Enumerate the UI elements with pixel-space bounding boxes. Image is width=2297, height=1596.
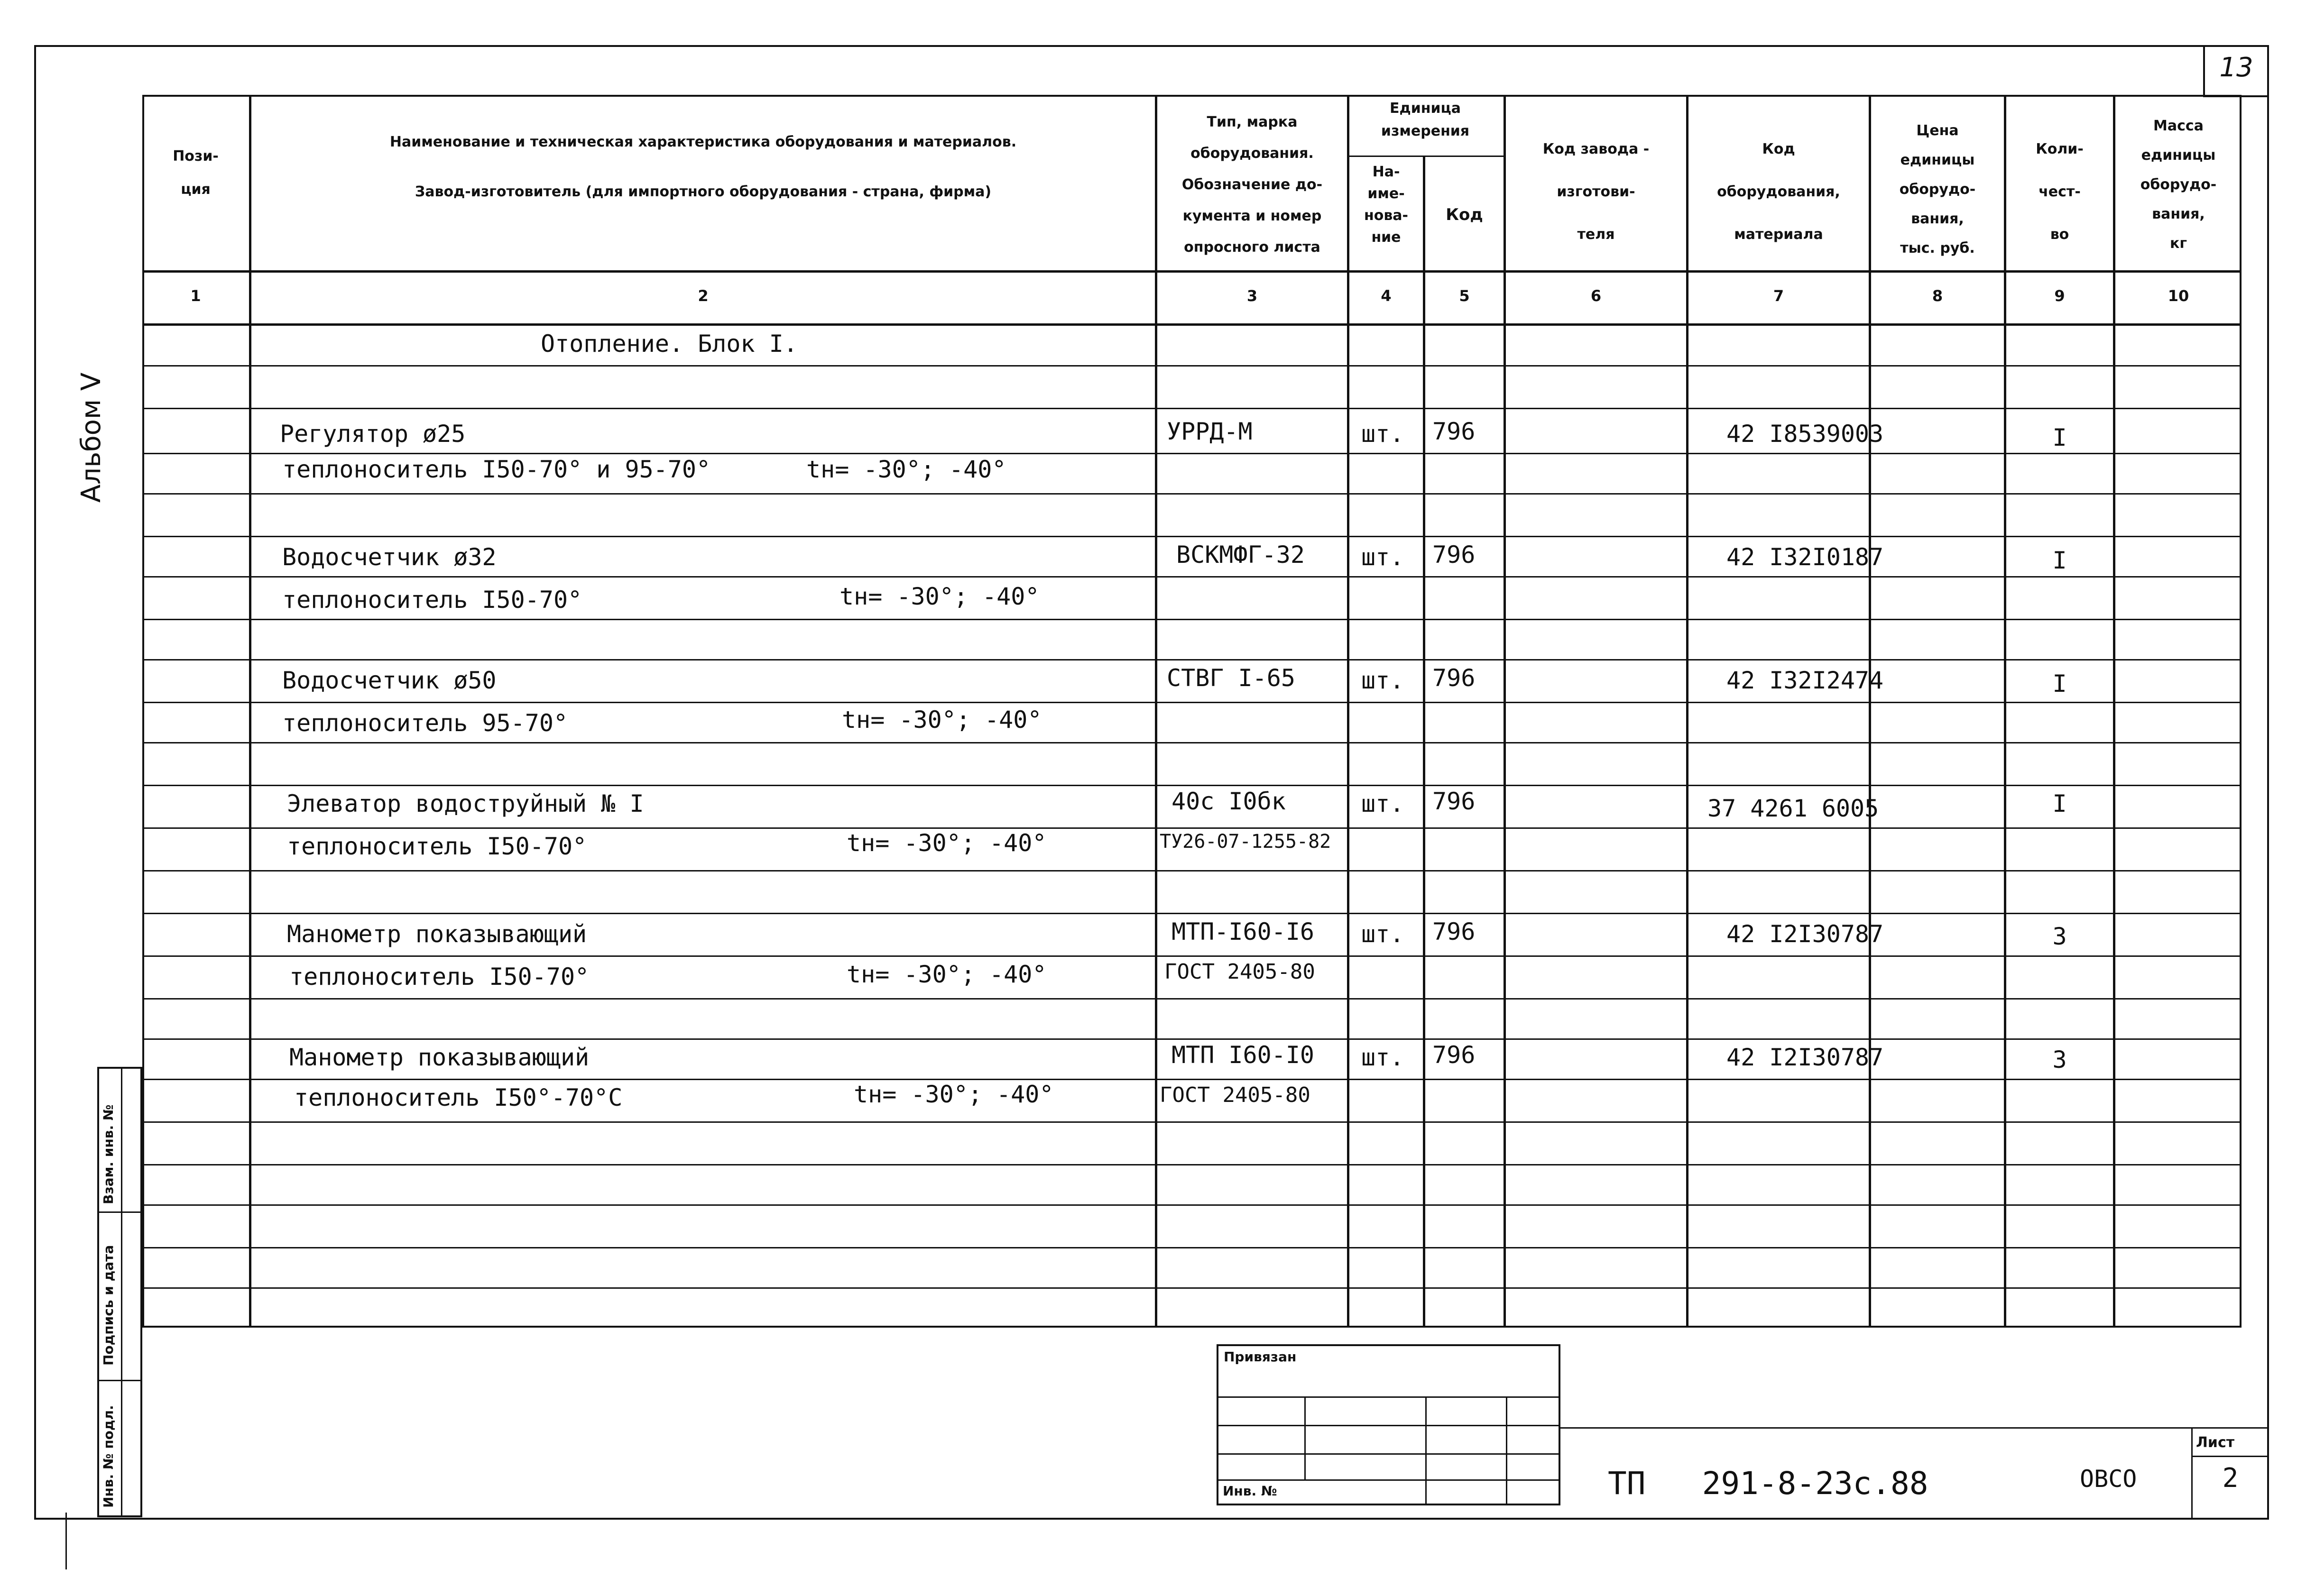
item-name: Водосчетчик ø32	[282, 543, 497, 571]
row-line	[142, 742, 2242, 743]
row-line	[142, 913, 2242, 914]
item-equipment-code: 42 I2I30787	[1726, 920, 1884, 948]
item-temp: tн= -30°; -40°	[847, 829, 1047, 857]
row-line	[142, 1247, 2242, 1248]
attached-line	[1217, 1425, 1560, 1426]
row-line	[142, 1204, 2242, 1206]
side-stamp-sign-date: Подпись и дата	[101, 1245, 116, 1366]
item-type: МТП I60-I0	[1172, 1041, 1315, 1069]
item-name: Элеватор водоструйный № I	[287, 790, 644, 817]
col-line-8	[2004, 95, 2006, 1328]
row-line	[142, 998, 2242, 1000]
column-number: 8	[1932, 287, 1943, 305]
attached-line	[1217, 1396, 1560, 1398]
item-name: Водосчетчик ø50	[282, 667, 497, 694]
doc-code: ТП 291-8-23с.88	[1608, 1465, 1928, 1502]
header-name-line2: Завод-изготовитель (для импортного оборудования - страна, фирма)	[415, 183, 992, 200]
side-stamp-divider	[121, 1067, 122, 1517]
header-unit-name: На- име- нова- ние	[1364, 164, 1409, 246]
row-line	[142, 1164, 2242, 1165]
attached-divider	[1425, 1396, 1427, 1505]
item-unit: шт.	[1361, 543, 1404, 571]
column-number: 3	[1246, 287, 1258, 305]
column-number: 4	[1381, 287, 1392, 305]
header-equipment-code: Код оборудования, материала	[1717, 141, 1840, 243]
item-unit-code: 796	[1432, 1041, 1476, 1069]
item-name: Регулятор ø25	[280, 420, 466, 448]
item-temp: tн= -30°; -40°	[806, 456, 1006, 483]
col-line-3	[1347, 95, 1349, 1328]
row-line	[142, 1287, 2242, 1289]
col-line-9	[2113, 95, 2115, 1328]
item-quantity: 3	[2052, 923, 2067, 950]
column-number: 9	[2054, 287, 2065, 305]
row-line	[142, 1121, 2242, 1123]
row-line	[142, 493, 2242, 495]
row-line	[142, 955, 2242, 957]
header-unit-group: Единица измерения	[1381, 100, 1470, 139]
row-line	[142, 1038, 2242, 1040]
item-type: 40с I0бк	[1172, 788, 1286, 815]
col-line-5	[1504, 95, 1506, 1328]
sheet-number: 2	[2222, 1463, 2239, 1494]
item-type: МТП-I60-I6	[1172, 918, 1315, 945]
sheet-box-line	[2191, 1456, 2269, 1457]
column-number: 7	[1773, 287, 1784, 305]
item-spec: теплоноситель I50-70°	[282, 586, 582, 614]
item-type: СТВГ I-65	[1167, 664, 1295, 692]
item-unit: шт.	[1361, 420, 1404, 448]
item-type: ВСКМФГ-32	[1176, 541, 1305, 569]
item-quantity: I	[2052, 790, 2067, 817]
col-line-7	[1869, 95, 1871, 1328]
section-title: Отопление. Блок I.	[541, 330, 798, 358]
row-line	[142, 785, 2242, 786]
side-stamp-line	[97, 1380, 142, 1381]
page-number: 13	[2219, 52, 2253, 83]
column-number: 1	[190, 287, 201, 305]
header-type: Тип, марка оборудования. Обозначение до- кумента и номер опросного листа	[1181, 114, 1323, 256]
attached-line	[1217, 1479, 1560, 1481]
attached-label: Привязан	[1224, 1349, 1297, 1365]
item-doc: ГОСТ 2405-80	[1160, 1083, 1310, 1107]
item-unit: шт.	[1361, 920, 1404, 948]
item-unit-code: 796	[1432, 918, 1476, 945]
row-line	[142, 453, 2242, 454]
item-doc: ГОСТ 2405-80	[1164, 960, 1315, 984]
item-quantity: I	[2052, 670, 2067, 697]
sheet-box-divider	[2191, 1427, 2193, 1520]
row-line	[142, 1079, 2242, 1080]
item-unit-code: 796	[1432, 664, 1476, 692]
item-unit: шт.	[1361, 1044, 1404, 1071]
row-line	[142, 365, 2242, 367]
row-line	[142, 870, 2242, 871]
header-bottom-line	[142, 270, 2242, 273]
item-quantity: I	[2052, 424, 2067, 451]
item-spec: теплоноситель 95-70°	[282, 709, 568, 737]
item-spec: теплоноситель I50-70°	[287, 833, 587, 860]
item-name: Манометр показывающий	[289, 1044, 590, 1071]
item-unit-code: 796	[1432, 541, 1476, 569]
item-equipment-code: 42 I2I30787	[1726, 1044, 1884, 1071]
col-line-1	[249, 95, 251, 1328]
item-spec: теплоноситель I50-70°	[289, 963, 590, 991]
sheet-label: Лист	[2196, 1434, 2235, 1451]
item-unit-code: 796	[1432, 418, 1476, 445]
col-line-2	[1155, 95, 1157, 1328]
item-equipment-code: 42 I32I0187	[1726, 543, 1884, 571]
item-name: Манометр показывающий	[287, 920, 587, 948]
item-temp: tн= -30°; -40°	[842, 706, 1042, 734]
item-spec: теплоноситель I50°-70°С	[294, 1084, 623, 1111]
column-number: 5	[1459, 287, 1470, 305]
row-line	[142, 619, 2242, 620]
item-type: УРРД-М	[1167, 418, 1253, 445]
header-plant-code: Код завода - изготови- теля	[1542, 141, 1650, 243]
header-unit-code: Код	[1446, 205, 1483, 224]
item-equipment-code: 42 I8539003	[1726, 420, 1884, 448]
side-stamp-inv-orig: Инв. № подл.	[101, 1405, 116, 1508]
row-line	[142, 408, 2242, 409]
attached-divider	[1506, 1396, 1507, 1505]
item-doc: ТУ26-07-1255-82	[1160, 831, 1331, 853]
side-stamp-line	[97, 1211, 142, 1213]
binding-margin-line	[65, 1513, 67, 1569]
row-line	[142, 702, 2242, 703]
organization: ОВСО	[2080, 1465, 2137, 1493]
inv-no-label: Инв. №	[1223, 1483, 1277, 1499]
item-spec: теплоноситель I50-70° и 95-70°	[282, 456, 711, 483]
item-unit: шт.	[1361, 667, 1404, 694]
column-number: 6	[1590, 287, 1602, 305]
item-quantity: 3	[2052, 1046, 2067, 1073]
unit-group-line	[1347, 156, 1504, 157]
row-line	[142, 536, 2242, 537]
header-price: Цена единицы оборудо- вания, тыс. руб.	[1899, 122, 1976, 257]
item-unit: шт.	[1361, 790, 1404, 817]
header-position: Пози- ция	[173, 148, 219, 198]
header-mass: Масса единицы оборудо- вания, кг	[2140, 118, 2217, 252]
item-equipment-code: 42 I32I2474	[1726, 667, 1884, 694]
column-number-bottom-line	[142, 323, 2242, 326]
header-name-line1: Наименование и техническая характеристика оборудования и материалов.	[389, 134, 1017, 150]
attached-line	[1217, 1453, 1560, 1455]
column-number: 10	[2168, 287, 2189, 305]
item-temp: tн= -30°; -40°	[847, 961, 1047, 988]
row-line	[142, 576, 2242, 578]
col-line-6	[1686, 95, 1688, 1328]
item-unit-code: 796	[1432, 788, 1476, 815]
row-line	[142, 659, 2242, 660]
side-stamp-inv-replace: Взам. инв. №	[101, 1104, 116, 1204]
item-quantity: I	[2052, 547, 2067, 574]
title-block-top	[1560, 1427, 2269, 1429]
item-equipment-code: 37 4261 6005	[1707, 795, 1879, 822]
album-label: Альбом V	[76, 372, 107, 503]
column-number: 2	[698, 287, 709, 305]
item-temp: tн= -30°; -40°	[839, 583, 1040, 610]
item-temp: tн= -30°; -40°	[854, 1081, 1054, 1108]
attached-divider	[1304, 1396, 1306, 1479]
header-quantity: Коли- чест- во	[2036, 141, 2084, 243]
